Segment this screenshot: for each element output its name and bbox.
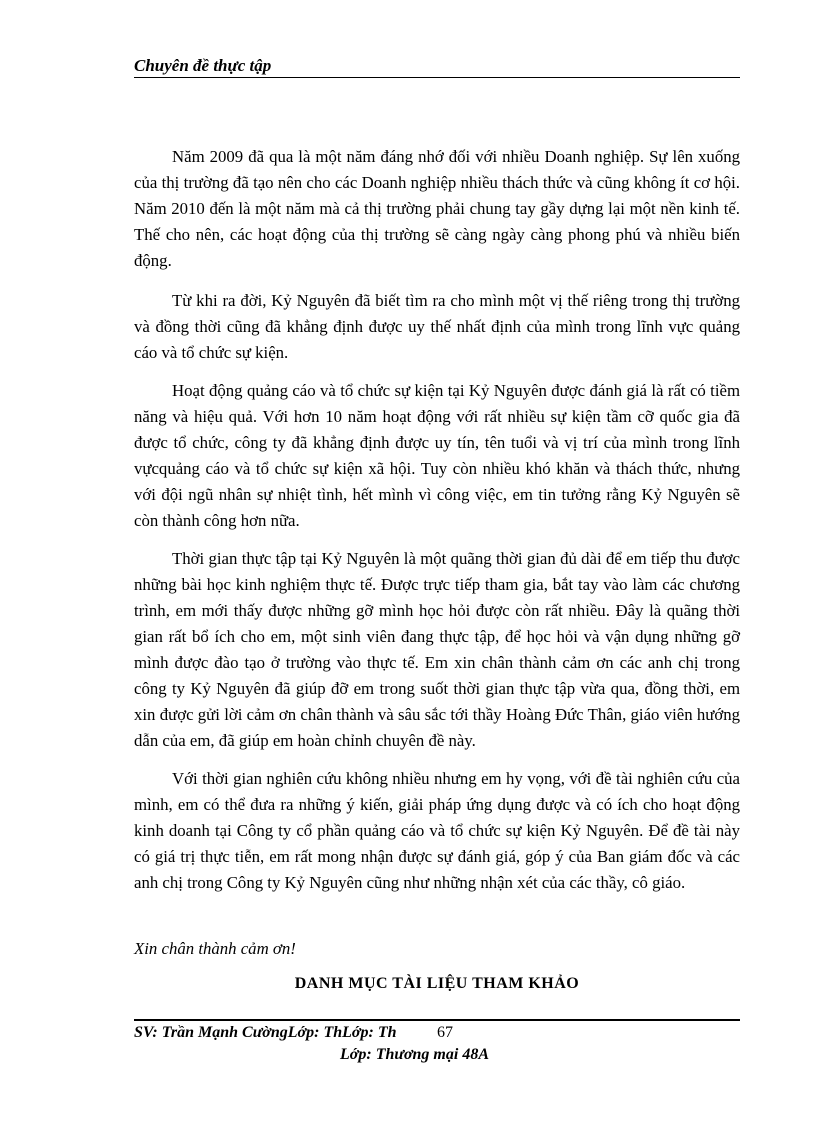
footer-class-line: Lớp: Thương mại 48A [340,1046,489,1063]
body-paragraph-5: Với thời gian nghiên cứu không nhiều nhưng em hy vọng, với đề tài nghiên cứu của mình, em có thể đưa ra những ý kiến, giải pháp ứng dụng được và có ích cho hoạt động kinh doanh tại Công ty cổ phần quảng cáo và tổ chức sự kiện Kỷ Nguyên. Để đề tài này có giá trị thực tiễn, em rất mong nhận được sự đánh giá, góp ý của Ban giám đốc và các anh chị trong Công ty Kỷ Nguyên cũng như những nhận xét của các thầy, cô giáo. [134,769,740,892]
references-heading: DANH MỤC TÀI LIỆU THAM KHẢO [294,975,580,992]
body-paragraph-3: Hoạt động quảng cáo và tổ chức sự kiện tại Kỷ Nguyên được đánh giá là rất có tiềm năng và hiệu quả. Với hơn 10 năm hoạt động với rất nhiều sự kiện tầm cỡ quốc gia đã được tổ chức, công ty đã khẳng định được uy tín, tên tuổi và vị trí của mình trong lĩnh vựcquảng cáo và tổ chức sự kiện xã hội. Tuy còn nhiều khó khăn và thách thức, nhưng với đội ngũ nhân sự nhiệt tình, hết mình vì công việc, em tin tưởng rằng Kỷ Nguyên sẽ còn thành công hơn nữa. [134,381,740,530]
running-header-title: Chuyên đề thực tập [134,56,272,75]
closing-thanks: Xin chân thành cảm ơn! [134,939,296,958]
body-paragraph-1: Năm 2009 đã qua là một năm đáng nhớ đối với nhiều Doanh nghiệp. Sự lên xuống của thị trường đã tạo nên cho các Doanh nghiệp nhiều thách thức và cũng không ít cơ hội. Năm 2010 đến là một năm mà cả thị trường phải chung tay gầy dựng lại một nền kinh tế. Thế cho nên, các hoạt động của thị trường sẽ càng ngày càng phong phú và nhiều biến động. [134,147,740,270]
footer-divider [134,1019,740,1021]
body-paragraph-2: Từ khi ra đời, Kỷ Nguyên đã biết tìm ra cho mình một vị thế riêng trong thị trường và đồng thời cũng đã khẳng định được uy thế nhất định của mình trong lĩnh vực quảng cáo và tổ chức sự kiện. [134,291,740,362]
body-paragraph-4: Thời gian thực tập tại Kỷ Nguyên là một quãng thời gian đủ dài để em tiếp thu được những bài học kinh nghiệm thực tế. Được trực tiếp tham gia, bắt tay vào làm các chương trình, em mới thấy được những gỡ mình học hỏi được còn rất nhiều. Đây là quãng thời gian rất bổ ích cho em, một sinh viên đang thực tập, để học hỏi và vận dụng những gỡ mình được đào tạo ở trường vào thực tế. Em xin chân thành cảm ơn các anh chị trong công ty Kỷ Nguyên đã giúp đỡ em trong suốt thời gian thực tập vừa qua, đồng thời, em xin được gửi lời cảm ơn chân thành và sâu sắc tới thầy Hoàng Đức Thân, giáo viên hướng dẫn của em, đã giúp em hoàn chỉnh chuyên đề này. [134,549,740,750]
page-number: 67 [437,1024,453,1041]
header-divider [134,77,740,78]
footer-student-line: SV: Trần Mạnh CườngLớp: ThLớp: Th [134,1024,397,1041]
